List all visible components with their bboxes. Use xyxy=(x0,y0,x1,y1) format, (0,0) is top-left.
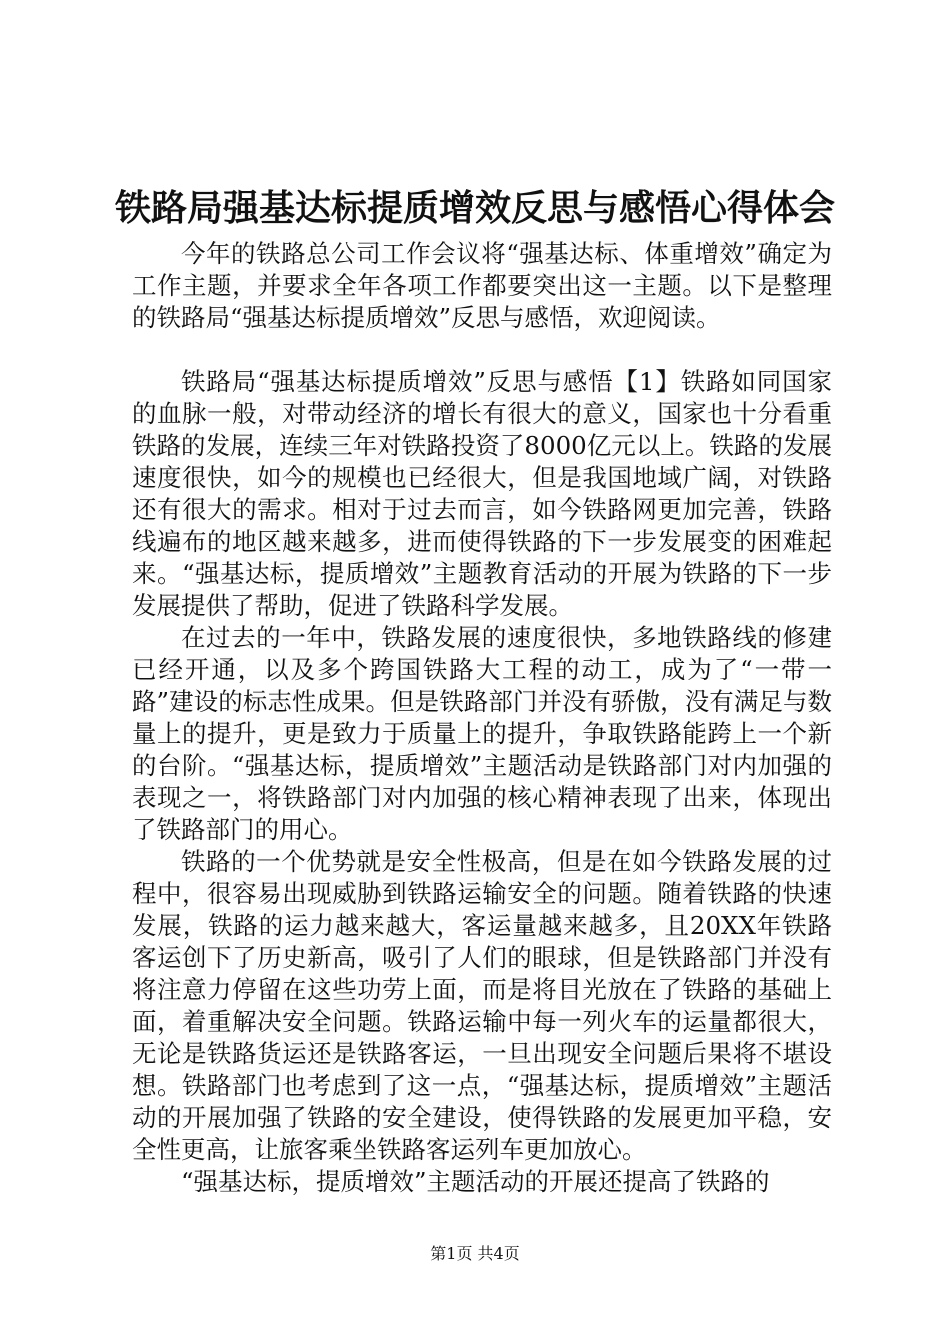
body-paragraph: 在过去的一年中，铁路发展的速度很快，多地铁路线的修建已经开通，以及多个跨国铁路大工程的动工，成为了“一带一路”建设的标志性成果。但是铁路部门并没有骄傲，没有满足与数量上的提升，更是致力于质量上的提升，争取铁路能跨上一个新的台阶。“强基达标，提质增效”主题活动是铁路部门对内加强的表现之一，将铁路部门对内加强的核心精神表现了出来，体现出了铁路部门的用心。 xyxy=(132,623,832,844)
body-paragraph: 铁路局“强基达标提质增效”反思与感悟【1】铁路如同国家的血脉一般，对带动经济的增长有很大的意义，国家也十分看重铁路的发展，连续三年对铁路投资了8000亿元以上。铁路的发展速度很快，如今的规模也已经很大，但是我国地域广阔，对铁路还有很大的需求。相对于过去而言，如今铁路网更加完善，铁路线遍布的地区越来越多，进而使得铁路的下一步发展变的困难起来。“强基达标，提质增效”主题教育活动的开展为铁路的下一步发展提供了帮助，促进了铁路科学发展。 xyxy=(132,367,832,620)
document-title: 铁路局强基达标提质增效反思与感悟心得体会 xyxy=(114,187,835,229)
body-paragraph: 铁路的一个优势就是安全性极高，但是在如今铁路发展的过程中，很容易出现威胁到铁路运输安全的问题。随着铁路的快速发展，铁路的运力越来越大，客运量越来越多，且20XX年铁路客运创下了历史新高，吸引了人们的眼球，但是铁路部门并没有将注意力停留在这些功劳上面，而是将目光放在了铁路的基础上面，着重解决安全问题。铁路运输中每一列火车的运量都很大，无论是铁路货运还是铁路客运，一旦出现安全问题后果将不堪设想。铁路部门也考虑到了这一点，“强基达标，提质增效”主题活动的开展加强了铁路的安全建设，使得铁路的发展更加平稳，安全性更高，让旅客乘坐铁路客运列车更加放心。 xyxy=(132,847,832,1164)
body-paragraph: “强基达标，提质增效”主题活动的开展还提高了铁路的 xyxy=(181,1167,770,1196)
document-body xyxy=(132,238,832,1198)
intro-paragraph: 今年的铁路总公司工作会议将“强基达标、体重增效”确定为工作主题，并要求全年各项工作都要突出这一主题。以下是整理的铁路局“强基达标提质增效”反思与感悟，欢迎阅读。 xyxy=(132,239,832,332)
page-number-footer: 第1页 共4页 xyxy=(430,1244,520,1263)
